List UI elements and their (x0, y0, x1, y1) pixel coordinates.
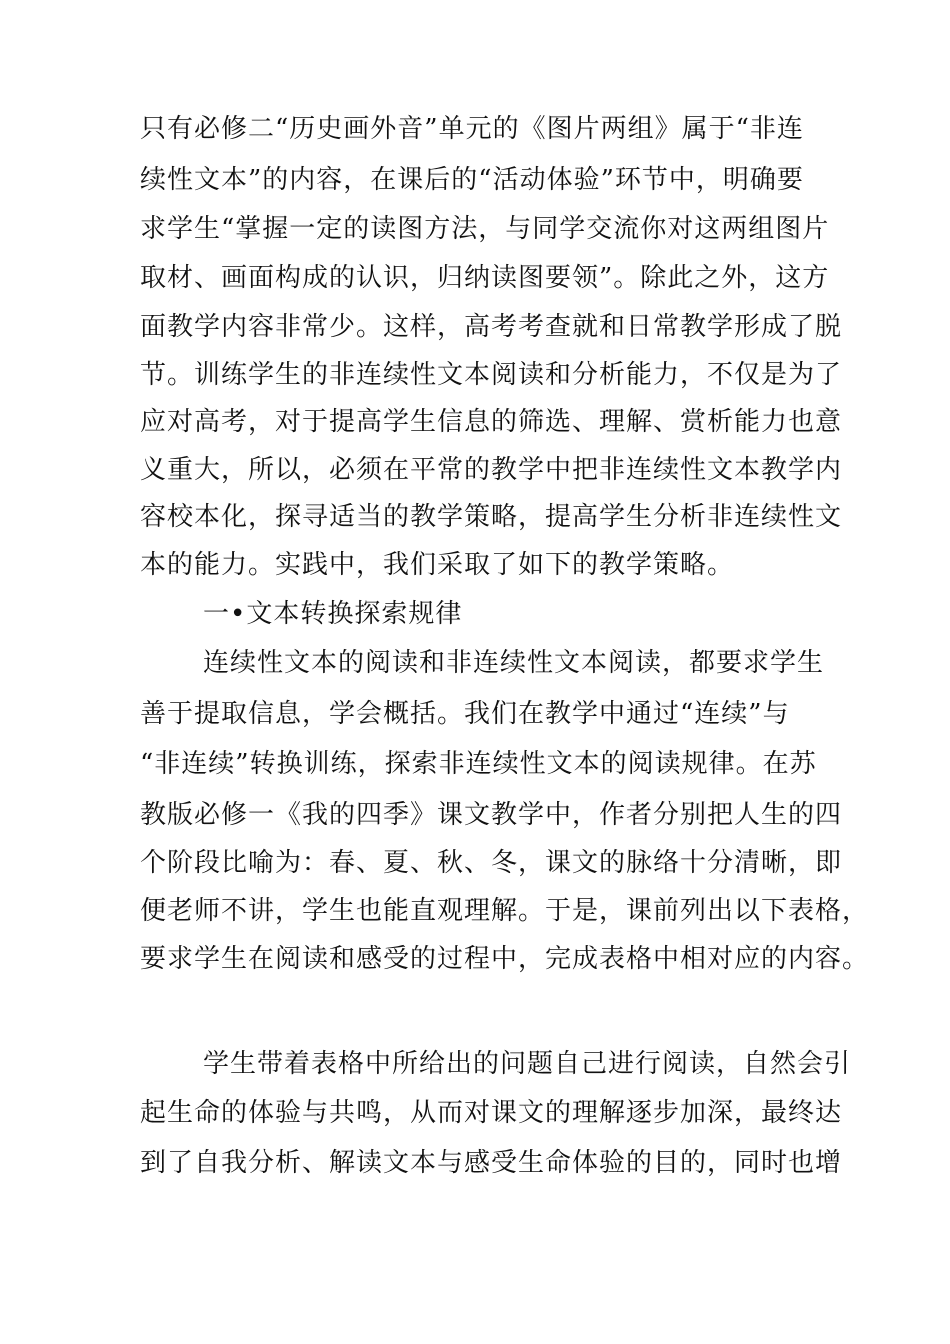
text-line: 善于提取信息，学会概括。我们在教学中通过“连续”与 (140, 699, 790, 729)
text-line: 要求学生在阅读和感受的过程中，完成表格中相对应的内容。 (140, 944, 870, 974)
text-line: 只有必修二“历史画外音”单元的《图片两组》属于“非连 (140, 114, 804, 144)
text-line: 面教学内容非常少。这样，高考考查就和日常教学形成了脱 (140, 312, 843, 342)
text-line: 本的能力。实践中，我们采取了如下的教学策略。 (140, 550, 735, 580)
text-line: 教版必修一《我的四季》课文教学中，作者分别把人生的四 (140, 800, 843, 830)
text-line: 应对高考，对于提高学生信息的筛选、理解、赏析能力也意 (140, 407, 843, 437)
text-line: 续性文本”的内容，在课后的“活动体验”环节中，明确要 (140, 165, 804, 195)
text-line: 便老师不讲，学生也能直观理解。于是，课前列出以下表格， (140, 896, 870, 926)
text-line: “非连续”转换训练，探索非连续性文本的阅读规律。在苏 (140, 749, 817, 779)
text-line: 求学生“掌握一定的读图方法，与同学交流你对这两组图片 (140, 214, 830, 244)
text-line: 到了自我分析、解读文本与感受生命体验的目的，同时也增 (140, 1148, 843, 1178)
text-line: 节。训练学生的非连续性文本阅读和分析能力，不仅是为了 (140, 360, 843, 390)
text-line: 连续性文本的阅读和非连续性文本阅读，都要求学生 (203, 648, 825, 678)
text-line: 学生带着表格中所给出的问题自己进行阅读，自然会引 (203, 1049, 852, 1079)
text-line: 起生命的体验与共鸣，从而对课文的理解逐步加深，最终达 (140, 1098, 843, 1128)
text-line: 个阶段比喻为：春、夏、秋、冬，课文的脉络十分清晰，即 (140, 848, 843, 878)
section-heading: 一•文本转换探索规律 (203, 599, 463, 629)
text-line: 容校本化，探寻适当的教学策略，提高学生分析非连续性文 (140, 502, 843, 532)
text-line: 义重大，所以，必须在平常的教学中把非连续性文本教学内 (140, 455, 843, 485)
text-line: 取材、画面构成的认识，归纳读图要领”。除此之外，这方 (140, 263, 830, 293)
